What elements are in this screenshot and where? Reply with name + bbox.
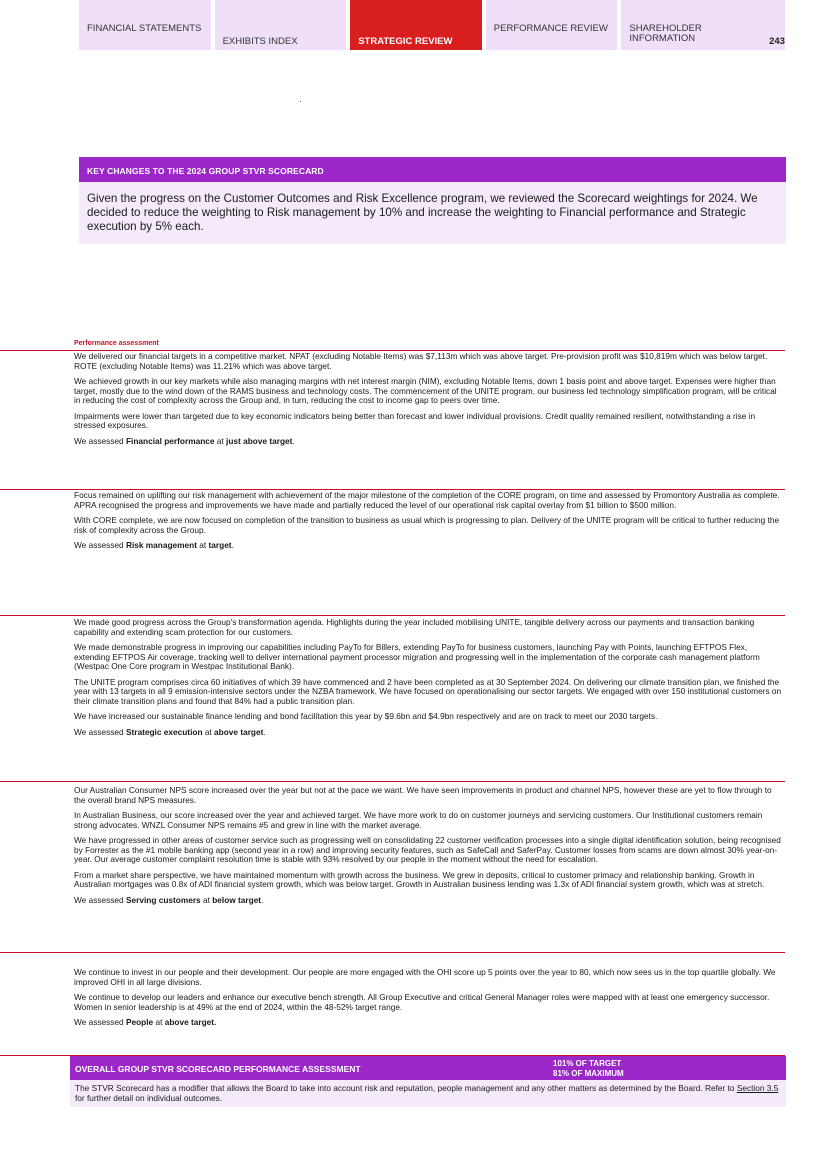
tab-label: STRATEGIC REVIEW xyxy=(358,36,453,47)
paragraph: With CORE complete, we are now focused on completion of the transition to business as usual which is progressing to plan. Delivery of the UNITE program will be critical to further reducing the risk of complexity across the Group. xyxy=(74,515,780,535)
body-text: The STVR Scorecard has a modifier that allows the Board to take into account risk and reputation, people management and any other matters as determined by the Board. Refer to xyxy=(75,1083,737,1093)
tab-label: PERFORMANCE REVIEW xyxy=(493,23,608,34)
assessment-line: We assessed Financial performance at just above target. xyxy=(74,435,295,446)
paragraph: Our Australian Consumer NPS score increased over the year but not at the pace we want. We have seen improvements in product and channel NPS, however these are yet to flow through to the overall brand NPS measures. xyxy=(74,785,772,805)
overall-assessment-title: OVERALL GROUP STVR SCORECARD PERFORMANCE ASSESSMENT xyxy=(75,1064,361,1074)
risk-management-section xyxy=(74,491,782,557)
section-link[interactable]: Section 3.5 xyxy=(736,1083,779,1093)
overall-assessment-body xyxy=(70,1080,786,1107)
result-of-maximum: 81% OF MAXIMUM xyxy=(553,1069,624,1078)
tab-performance-review[interactable] xyxy=(486,0,618,50)
serving-customers-section xyxy=(74,786,782,911)
divider xyxy=(0,952,785,953)
assessment-line: We assessed People at above target. xyxy=(74,1017,217,1027)
paragraph: In Australian Business, our score increased over the year and achieved target. We have more work to do on customer journeys and servicing customers. Our Institutional customers remain strong advocates. WNZL Consumer NPS remains #5 and grew in line with the market average. xyxy=(74,810,763,830)
key-changes-title: KEY CHANGES TO THE 2024 GROUP STVR SCORECARD xyxy=(79,157,786,182)
tab-exhibits-index[interactable] xyxy=(215,0,347,50)
paragraph: Focus remained on uplifting our risk management with achievement of the major milestone of the completion of the CORE program, on time and assessed by Promontory Australia as complete. APRA recognised the progress and improvements we have made and partially reduced the level of our operational risk capital overlay from $1 billion to $500 million. xyxy=(74,490,780,510)
tab-label: EXHIBITS INDEX xyxy=(222,36,298,47)
paragraph: We have increased our sustainable finance lending and bond facilitation this year by $9.6bn and $4.9bn respectively and are on track to meet our 2030 targets. xyxy=(74,711,658,721)
tab-shareholder-information[interactable] xyxy=(621,0,785,50)
tab-label: FINANCIAL STATEMENTS xyxy=(87,23,202,34)
tab-strategic-review[interactable] xyxy=(350,0,482,50)
assessment-line: We assessed Strategic execution at above target. xyxy=(74,726,266,737)
tab-financial-statements[interactable] xyxy=(79,0,211,50)
result-of-target: 101% OF TARGET xyxy=(553,1059,622,1068)
body-text: for further detail on individual outcomes. xyxy=(75,1093,223,1103)
paragraph: We made demonstrable progress in improving our capabilities including PayTo for Billers, extending PayTo for business customers, launching Pay with Points, launching EFTPOS Flex, extending EFTPOS Air coverage, tracking well to deliver international payment processor migration and progressing well in the implementation of the corporate cash management platform (Westpac One Core program in Westpac Institutional Bank). xyxy=(74,642,760,671)
performance-assessment-title: Performance assessment xyxy=(74,340,159,347)
overall-assessment-header xyxy=(70,1056,786,1080)
paragraph: Impairments were lower than targeted due to key economic indicators being better than forecast and lower individual provisions. Credit quality remained resilient, notwithstanding a rise in stressed exposures. xyxy=(74,410,756,430)
page-number: 243 xyxy=(769,36,785,47)
divider xyxy=(0,615,785,616)
paragraph: We continue to develop our leaders and enhance our executive bench strength. All Group Executive and critical General Manager roles were mapped with at least one emergency successor. Women in senior leadership is at 49% at the end of 2024, within the 48-52% target range. xyxy=(74,992,770,1012)
tab-label: SHAREHOLDER INFORMATION xyxy=(629,23,702,44)
people-section xyxy=(74,968,782,1034)
assessment-line: We assessed Risk management at target. xyxy=(74,540,234,550)
paragraph: We continue to invest in our people and their development. Our people are more engaged with the OHI score up 5 points over the year to 80, which now sees us in the top quartile globally. We improved OHI in all large divisions. xyxy=(74,967,776,987)
paragraph: We achieved growth in our key markets while also managing margins with net interest margin (NIM), excluding Notable Items, down 1 basis point and above target. Expenses were higher than target, mostly due to the wind down of the RAMS business and technology costs. The commencement of the UNITE program, our business led technology simplification program, will be critical in reducing the cost of complexity across the Group and, in turn, reducing the cost to income gap to peers over time. xyxy=(74,376,777,405)
paragraph: We delivered our financial targets in a competitive market. NPAT (excluding Notable Items) was $7,113m which was above target. Pre-provision profit was $10,819m which was below target. ROTE (excluding Notable Items) was 11.21% which was above target. xyxy=(74,351,768,371)
top-navigation xyxy=(79,0,785,50)
assessment-line: We assessed Serving customers at below target. xyxy=(74,894,264,905)
key-changes-body: Given the progress on the Customer Outcomes and Risk Excellence program, we reviewed the Scorecard weightings for 2024. We decided to reduce the weighting to Risk management by 10% and increase the weighting to Financial performance and Strategic execution by 5% each. xyxy=(79,182,786,244)
paragraph: We have progressed in other areas of customer service such as progressing well on consolidating 22 customer verification processes into a single digital identification solution, being recognised by Forrester as the #1 mobile banking app (second year in a row) and improving security features, such as SafeCall and SaferPay. Customer losses from scams are down almost 30% year-on-year. Our average customer complaint resolution time is stable with 93% resolved by our people in the moment without the need for escalation. xyxy=(74,835,781,864)
divider xyxy=(0,781,785,782)
financial-performance-section xyxy=(74,352,782,452)
paragraph: From a market share perspective, we have maintained momentum with growth across the business. We grew in deposits, critical to customer primacy and relationship banking. Growth in Australian mortgages was 0.8x of ADI financial system growth, which was below target. Growth in Australian business lending was 1.3x of ADI financial system growth, which was at stretch. xyxy=(74,869,765,889)
decorative-dot xyxy=(300,101,301,102)
paragraph: The UNITE program comprises circa 60 initiatives of which 39 have commenced and 2 have been completed as at 30 September 2024. On delivering our climate transition plan, we finished the year with 13 targets in all 9 emission-intensive sectors under the NZBA framework. We have focused on operationalising our sector targets. We engaged with over 150 institutional customers on their climate transition plans and found that 84% had a public transition plan. xyxy=(74,676,782,706)
paragraph: We made good progress across the Group's transformation agenda. Highlights during the year included mobilising UNITE, tangible delivery across our payments and transaction banking capability and extending scam protection for our customers. xyxy=(74,617,755,637)
strategic-execution-section xyxy=(74,618,782,743)
